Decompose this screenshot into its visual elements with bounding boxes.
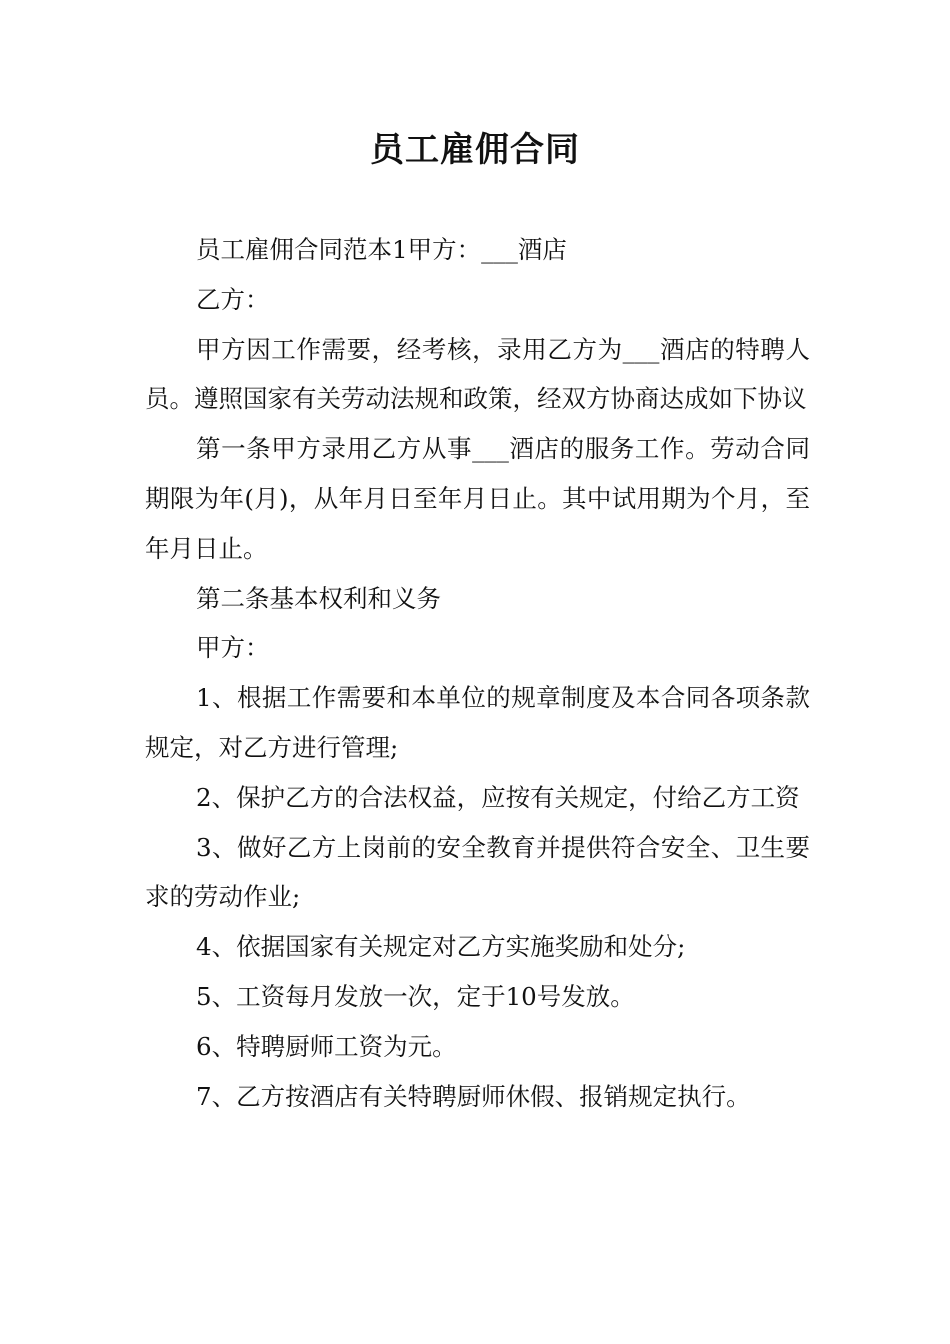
paragraph-party-a-heading: 甲方： [196,633,270,663]
list-item-2: 2、保护乙方的合法权益，应按有关规定，付给乙方工资 [196,782,800,812]
document-title: 员工雇佣合同 [370,130,580,170]
paragraph-article-2-heading: 第二条基本权利和义务 [196,583,441,613]
list-item-5: 5、工资每月发放一次，定于10号发放。 [196,981,635,1011]
list-item-6: 6、特聘厨师工资为元。 [196,1031,457,1061]
list-item-1: 1、根据工作需要和本单位的规章制度及本合同各项条款规定，对乙方进行管理; [145,683,810,762]
paragraph-party-b: 乙方： [196,284,270,314]
paragraph-article-1: 第一条甲方录用乙方从事___酒店的服务工作。劳动合同期限为年(月)，从年月日至年月日止。其中试用期为个月，至年月日止。 [145,434,810,563]
document-body [145,225,810,1121]
list-item-4: 4、依据国家有关规定对乙方实施奖励和处分; [196,932,686,962]
list-item-7: 7、乙方按酒店有关特聘厨师休假、报销规定执行。 [196,1081,751,1111]
paragraph-intro: 员工雇佣合同范本1甲方：___酒店 [196,235,567,264]
list-item-3: 3、做好乙方上岗前的安全教育并提供符合安全、卫生要求的劳动作业; [145,832,810,912]
paragraph-preamble: 甲方因工作需要，经考核，录用乙方为___酒店的特聘人员。遵照国家有关劳动法规和政策，经双方协商达成如下协议 [145,334,810,414]
